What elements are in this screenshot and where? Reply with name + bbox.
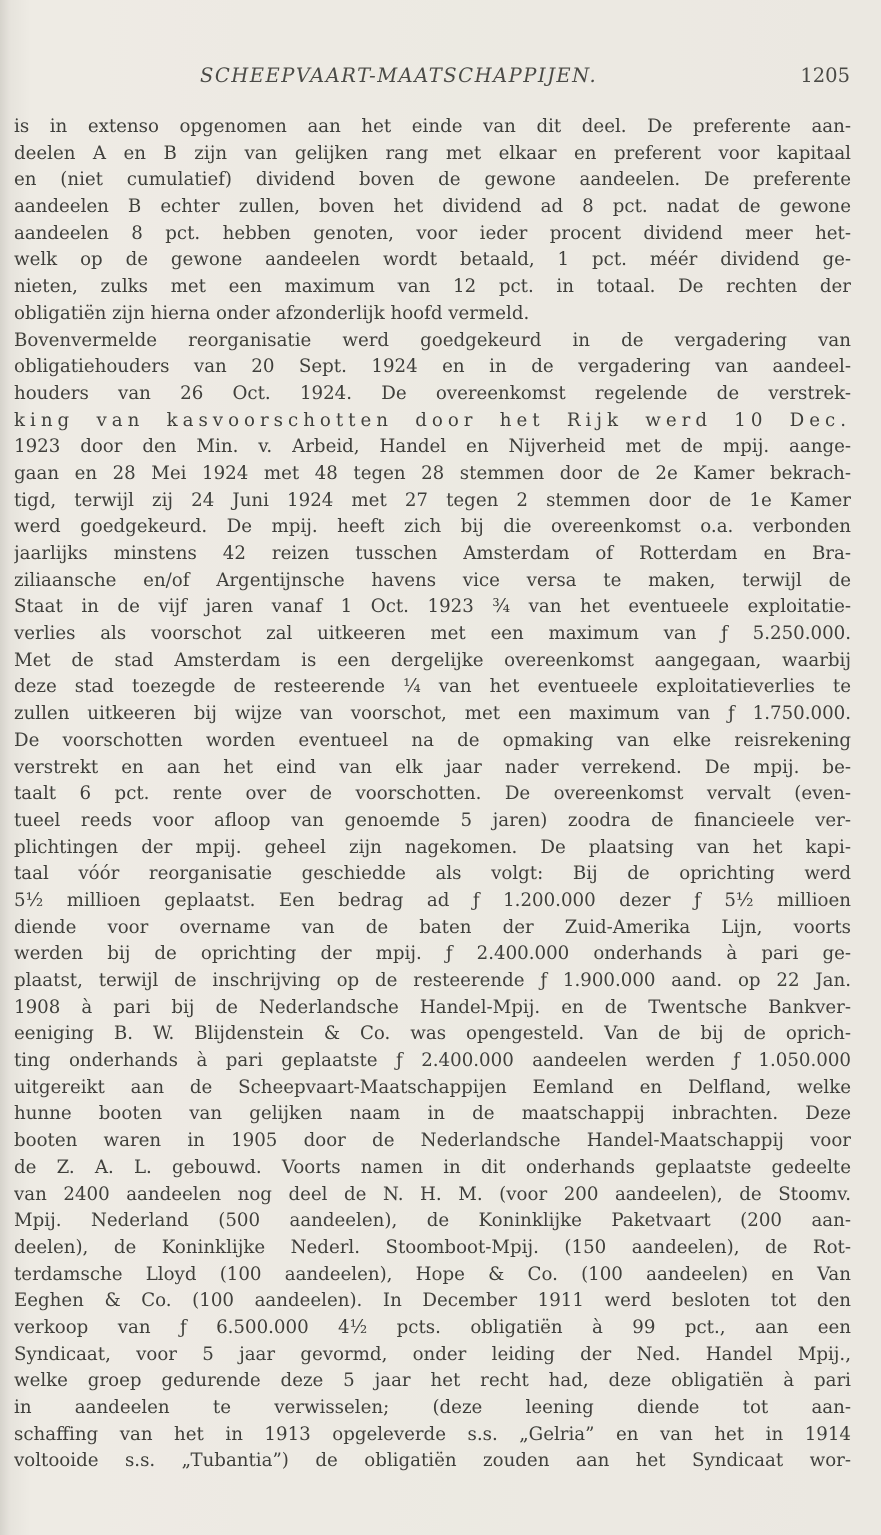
text-line: Mpij. Nederland (500 aandeelen), de Koninklijke Paketvaart (200 aan-	[14, 1210, 851, 1232]
text-line: king van kasvoorschotten door het Rijk werd 10 Dec.	[14, 409, 851, 431]
text-line: De voorschotten worden eventueel na de opmaking van elke reisrekening	[14, 729, 851, 751]
text-line: deze stad toezegde de resteerende ¼ van het eventueele exploitatieverlies te	[14, 676, 851, 698]
text-line: verlies als voorschot zal uitkeeren met een maximum van ƒ 5.250.000.	[14, 623, 851, 645]
text-line: Syndicaat, voor 5 jaar gevormd, onder leiding der Ned. Handel Mpij.,	[14, 1343, 851, 1365]
text-line: Staat in de vijf jaren vanaf 1 Oct. 1923 ¾ van het eventueele exploitatie-	[14, 596, 851, 618]
text-line: Met de stad Amsterdam is een dergelijke overeenkomst aangegaan, waarbij	[14, 649, 851, 671]
text-line: tueel reeds voor afloop van genoemde 5 jaren) zoodra de financieele ver-	[14, 809, 851, 831]
text-line: is in extenso opgenomen aan het einde van dit deel. De preferente aan-	[14, 116, 851, 137]
text-line: ting onderhands à pari geplaatste ƒ 2.400.000 aandeelen werden ƒ 1.050.000	[14, 1050, 851, 1072]
text-line: zullen uitkeeren bij wijze van voorschot, met een maximum van ƒ 1.750.000.	[14, 703, 851, 725]
text-line: verstrekt en aan het eind van elk jaar nader verrekend. De mpij. be-	[14, 756, 851, 778]
text-line: terdamsche Lloyd (100 aandeelen), Hope & Co. (100 aandeelen) en Van	[14, 1263, 851, 1285]
text-line: uitgereikt aan de Scheepvaart-Maatschappijen Eemland en Delfland, welke	[14, 1076, 851, 1098]
text-line: plichtingen der mpij. geheel zijn nagekomen. De plaatsing van het kapi-	[14, 836, 851, 858]
text-line: nieten, zulks met een maximum van 12 pct. in totaal. De rechten der	[14, 276, 851, 298]
text-line: aandeelen B echter zullen, boven het dividend ad 8 pct. nadat de gewone	[14, 196, 851, 218]
text-line: taalt 6 pct. rente over de voorschotten. De overeenkomst vervalt (even-	[14, 783, 851, 805]
body-text	[14, 114, 851, 1475]
text-line: welke groep gedurende deze 5 jaar het recht had, deze obligatiën à pari	[14, 1370, 851, 1392]
text-line: de Z. A. L. gebouwd. Voorts namen in dit onderhands geplaatste gedeelte	[14, 1156, 851, 1178]
text-line: deelen A en B zijn van gelijken rang met elkaar en preferent voor kapitaal	[14, 142, 851, 164]
text-line: welk op de gewone aandeelen wordt betaald, 1 pct. méér dividend ge-	[14, 249, 851, 271]
text-line: houders van 26 Oct. 1924. De overeenkomst regelende de verstrek-	[14, 382, 851, 404]
text-line: obligatiehouders van 20 Sept. 1924 en in de vergadering van aandeel-	[14, 356, 851, 378]
text-line: van 2400 aandeelen nog deel de N. H. M. (voor 200 aandeelen), de Stoomv.	[14, 1183, 851, 1205]
text-line: voltooide s.s. „Tubantia”) de obligatiën zouden aan het Syndicaat wor-	[14, 1450, 851, 1472]
page-number: 1205	[800, 64, 850, 87]
text-line: eeniging B. W. Blijdenstein & Co. was opengesteld. Van de bij de oprich-	[14, 1023, 851, 1045]
text-line: in aandeelen te verwisselen; (deze leening diende tot aan-	[14, 1397, 851, 1418]
running-title: SCHEEPVAART-MAATSCHAPPIJEN.	[200, 64, 598, 87]
text-line: Bovenvermelde reorganisatie werd goedgekeurd in de vergadering van	[14, 329, 851, 351]
text-line: taal vóór reorganisatie geschiedde als volgt: Bij de oprichting werd	[14, 863, 851, 885]
text-line: tigd, terwijl zij 24 Juni 1924 met 27 tegen 2 stemmen door de 1e Kamer	[14, 489, 851, 511]
text-line: ziliaansche en/of Argentijnsche havens vice versa te maken, terwijl de	[14, 569, 851, 591]
text-line: Eeghen & Co. (100 aandeelen). In December 1911 werd besloten tot den	[14, 1290, 851, 1312]
text-line: werden bij de oprichting der mpij. ƒ 2.400.000 onderhands à pari ge-	[14, 943, 851, 965]
text-line: werd goedgekeurd. De mpij. heeft zich bij die overeenkomst o.a. verbonden	[14, 516, 851, 538]
text-line: verkoop van ƒ 6.500.000 4½ pcts. obligatiën à 99 pct., aan een	[14, 1316, 851, 1338]
text-line: hunne booten van gelijken naam in de maatschappij inbrachten. Deze	[14, 1103, 851, 1125]
text-line: aandeelen 8 pct. hebben genoten, voor ieder procent dividend meer het-	[14, 222, 851, 244]
text-line: obligatiën zijn hierna onder afzonderlijk hoofd vermeld.	[14, 302, 530, 324]
text-line: jaarlijks minstens 42 reizen tusschen Amsterdam of Rotterdam en Bra-	[14, 543, 851, 564]
text-line: diende voor overname van de baten der Zuid-Amerika Lijn, voorts	[14, 916, 851, 938]
text-line: schaffing van het in 1913 opgeleverde s.s. „Gelria” en van het in 1914	[14, 1423, 851, 1445]
text-line: en (niet cumulatief) dividend boven de gewone aandeelen. De preferente	[14, 169, 851, 191]
text-line: 5½ millioen geplaatst. Een bedrag ad ƒ 1.200.000 dezer ƒ 5½ millioen	[14, 889, 851, 911]
text-line: booten waren in 1905 door de Nederlandsche Handel-Maatschappij voor	[14, 1130, 851, 1152]
text-line: deelen), de Koninklijke Nederl. Stoomboot-Mpij. (150 aandeelen), de Rot-	[14, 1236, 851, 1258]
page-header	[0, 64, 881, 90]
text-line: 1923 door den Min. v. Arbeid, Handel en Nijverheid met de mpij. aange-	[14, 436, 851, 458]
text-line: 1908 à pari bij de Nederlandsche Handel-Mpij. en de Twentsche Bankver-	[14, 996, 851, 1018]
text-line: gaan en 28 Mei 1924 met 48 tegen 28 stemmen door de 2e Kamer bekrach-	[14, 462, 851, 484]
text-line: plaatst, terwijl de inschrijving op de resteerende ƒ 1.900.000 aand. op 22 Jan.	[14, 970, 851, 991]
